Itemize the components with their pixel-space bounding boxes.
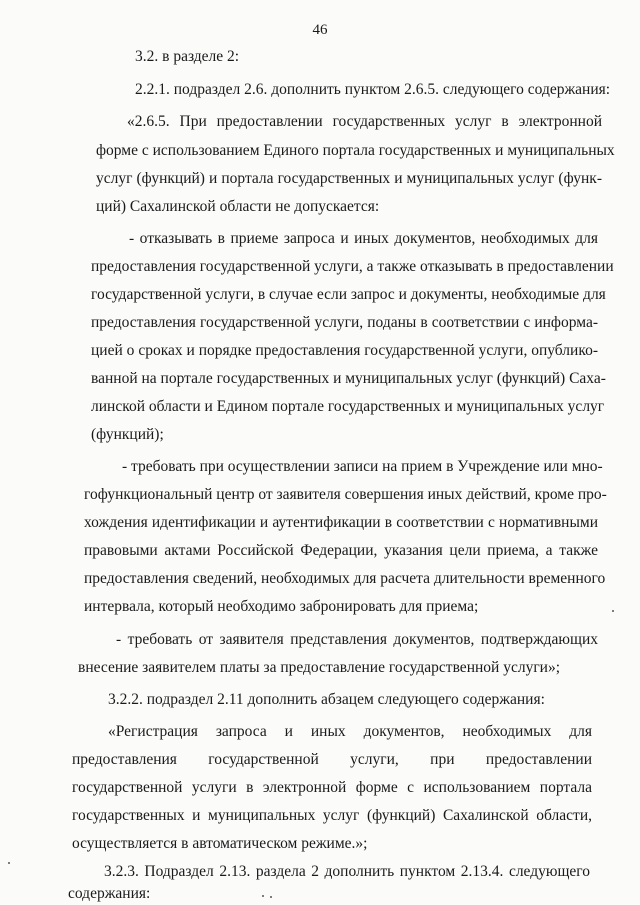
text-line: государственной услуги в электронной форме с использованием портала xyxy=(72,779,592,796)
text-line: предоставления государственной услуги, поданы в соответствии с информа- xyxy=(91,314,598,331)
text-line: интервала, который необходимо забронировать для приема; xyxy=(84,598,479,615)
page-number: 46 xyxy=(312,22,328,38)
text-line: - требовать при осуществлении записи на прием в Учреждение или мно- xyxy=(122,458,603,475)
text-line: 3.2.3. Подраздел 2.13. раздела 2 дополнить пунктом 2.13.4. следующего xyxy=(104,863,590,880)
text-line: государственных и муниципальных услуг (функций) Сахалинской области, xyxy=(72,807,592,824)
text-line: внесение заявителем платы за предоставление государственной услуги»; xyxy=(78,659,561,676)
text-line: хождения идентификации и аутентификации в соответствии с нормативными xyxy=(84,514,598,531)
text-line: предоставления сведений, необходимых для расчета длительности временного xyxy=(84,570,606,587)
text-line: 3.2.2. подраздел 2.11 дополнить абзацем следующего содержания: xyxy=(108,691,545,708)
text-line: предоставления государственной услуги, при предоставлении xyxy=(72,751,592,768)
text-line: «2.6.5. При предоставлении государственных услуг в электронной xyxy=(127,113,602,130)
scan-speck xyxy=(262,895,264,897)
text-line: содержания: xyxy=(68,885,151,902)
text-line: цией о сроках и порядке предоставления государственной услуги, опублико- xyxy=(91,342,598,359)
text-line: предоставления государственной услуги, а также отказывать в предоставлении xyxy=(91,258,614,275)
scan-speck xyxy=(270,896,272,898)
text-line: «Регистрация запроса и иных документов, необходимых для xyxy=(108,723,592,740)
text-line: услуг (функций) и портала государственных и муниципальных услуг (функ- xyxy=(96,170,602,187)
text-line: (функций); xyxy=(91,426,164,443)
text-line: государственной услуги, в случае если запрос и документы, необходимые для xyxy=(91,286,606,303)
text-line: правовыми актами Российской Федерации, указания цели приема, а также xyxy=(84,542,598,559)
text-line: форме с использованием Единого портала государственных и муниципальных xyxy=(96,142,615,159)
text-line: гофункциональный центр от заявителя совершения иных действий, кроме про- xyxy=(84,486,607,503)
text-line: ванной на портале государственных и муниципальных услуг (функций) Саха- xyxy=(91,370,606,387)
text-line: ций) Сахалинской области не допускается: xyxy=(96,198,380,215)
text-line: осуществляется в автоматическом режиме.»; xyxy=(72,835,368,852)
scan-speck xyxy=(612,610,614,612)
text-line: - отказывать в приеме запроса и иных документов, необходимых для xyxy=(129,230,598,247)
text-line: линской области и Едином портале государственных и муниципальных услуг xyxy=(91,398,605,415)
scan-speck xyxy=(8,862,10,864)
text-line: 3.2. в разделе 2: xyxy=(135,48,240,65)
text-line: 2.2.1. подраздел 2.6. дополнить пунктом 2.6.5. следующего содержания: xyxy=(135,81,611,98)
text-line: - требовать от заявителя представления документов, подтверждающих xyxy=(116,631,598,648)
